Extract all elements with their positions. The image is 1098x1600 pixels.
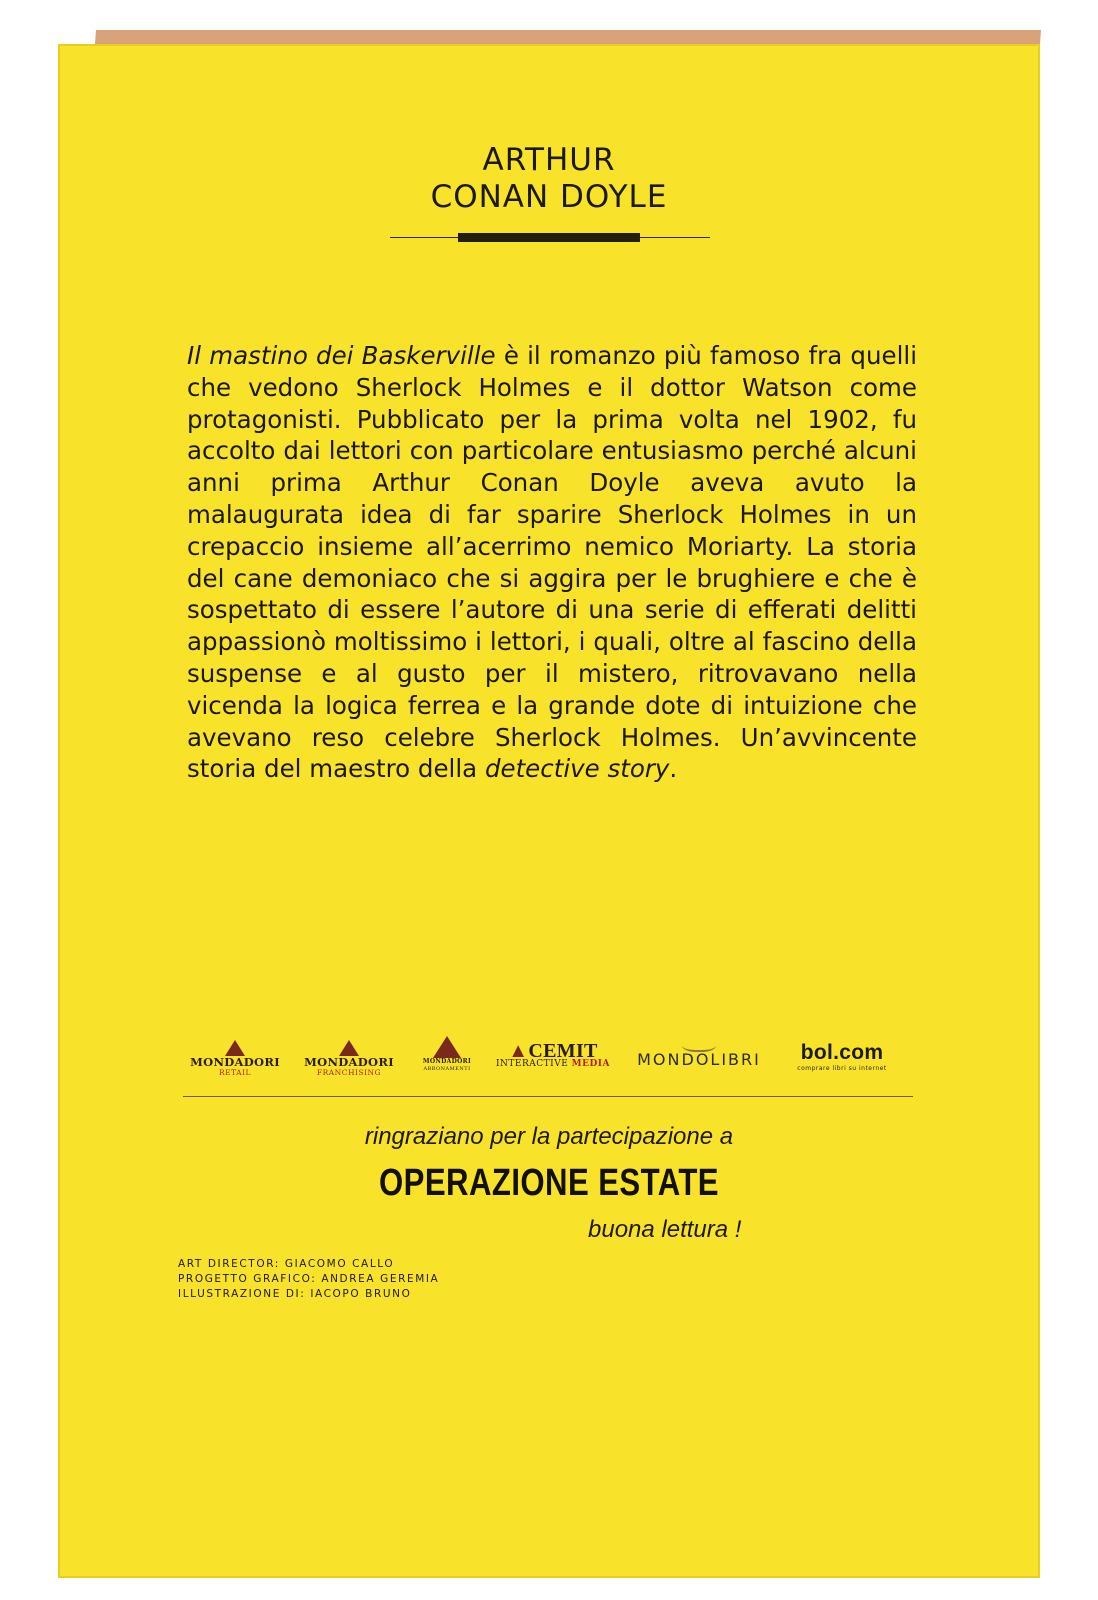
- mondadori-franchising-logo: MONDADORI FRANCHISING: [297, 1040, 401, 1077]
- mondadori-retail-logo: MONDADORI RETAIL: [183, 1040, 287, 1077]
- mondolibri-logo: MONDOLIBRI: [629, 1036, 769, 1066]
- buona-lettura-text: buona lettura !: [588, 1216, 742, 1243]
- book-back-cover: [58, 44, 1040, 1578]
- author-name: [58, 142, 1040, 216]
- credit-illustrazione: ILLUSTRAZIONE DI: IACOPO BRUNO: [178, 1288, 412, 1300]
- description-italic-end: detective story: [484, 754, 670, 784]
- operazione-estate-title: OPERAZIONE ESTATE: [379, 1162, 719, 1204]
- logos-divider: [183, 1096, 913, 1097]
- cemit-logo: ▲CEMIT INTERACTIVE MEDIA: [496, 1040, 610, 1069]
- credit-progetto-grafico: PROGETTO GRAFICO: ANDREA GEREMIA: [178, 1273, 440, 1285]
- bolcom-logo: bol.com comprare libri su internet: [797, 1041, 887, 1072]
- author-last-name: CONAN DOYLE: [430, 179, 668, 215]
- book-title-italic: Il mastino dei Baskerville: [187, 341, 496, 370]
- mondadori-triangle-icon: [339, 1040, 359, 1056]
- description-body: è il romanzo più famoso fra quelli che vedono Sherlock Holmes e il dottor Watson come protagonisti. Pubblicato per la prima volta nel 1902, fu accolto dai lettori con particolare entusiasmo perché alcuni anni prima Arthur Conan Doyle aveva avuto la malaugurata idea di far sparire Sherlock Holmes in un crepaccio insieme all’acerrimo nemico Moriarty. La storia del cane demoniaco che si aggira per le brughiere e che è sospettato di essere l’autore di una serie di efferati delitti appassionò moltissimo i lettori, i quali, oltre al fascino della suspense e al gusto per il mistero, ritrovavano nella vicenda la logica ferrea e la grande dote di intuizione che avevano reso celebre Sherlock Holmes. Un’avvincente storia del maestro della: [187, 341, 917, 784]
- mondadori-triangle-icon: [225, 1040, 245, 1056]
- book-description: [187, 340, 917, 785]
- description-period: .: [669, 754, 678, 784]
- thanks-text: ringraziano per la partecipazione a: [364, 1123, 734, 1150]
- cemit-triangle-icon: ▲: [508, 1040, 529, 1062]
- credit-art-director: ART DIRECTOR: GIACOMO CALLO: [178, 1258, 395, 1270]
- sponsor-logos: [183, 1034, 913, 1089]
- mondadori-triangle-icon: [433, 1036, 461, 1058]
- author-first-name: ARTHUR: [482, 142, 616, 178]
- mondadori-abbonamenti-logo: MONDADORI ABBONAMENTI: [417, 1036, 477, 1074]
- divider-thick: [458, 233, 640, 242]
